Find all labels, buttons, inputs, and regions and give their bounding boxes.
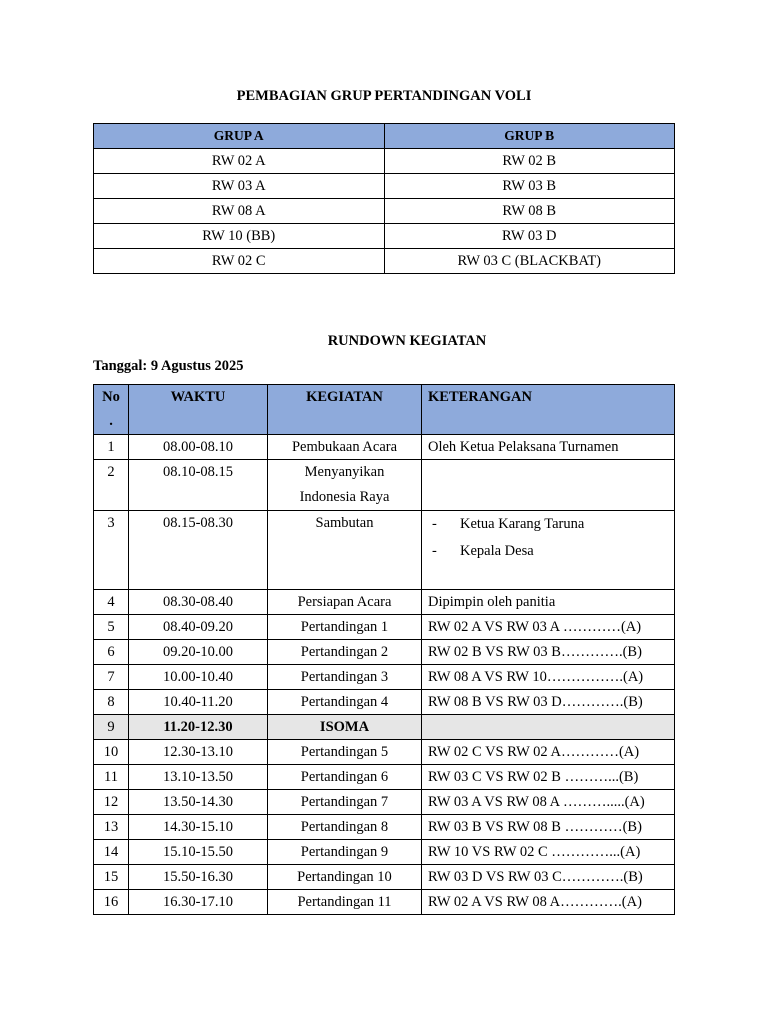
table-row (94, 249, 675, 274)
row-kegiatan: Pertandingan 7 (268, 790, 422, 815)
row-kegiatan-line-2: Indonesia Raya (299, 489, 390, 505)
table-row (94, 615, 675, 640)
row-keterangan: RW 08 B VS RW 03 D………….(B) (422, 690, 675, 715)
row-no: 3 (94, 511, 129, 590)
rundown-table (93, 384, 675, 915)
table-row (94, 224, 675, 249)
row-no: 11 (94, 765, 129, 790)
table-row (94, 460, 675, 511)
table-row (94, 174, 675, 199)
table-row (94, 890, 675, 915)
row-no: 16 (94, 890, 129, 915)
rundown-date: Tanggal: 9 Agustus 2025 (93, 358, 244, 374)
table-row (94, 590, 675, 615)
header-keterangan: KETERANGAN (422, 385, 675, 435)
table-row (94, 435, 675, 460)
row-no: 1 (94, 435, 129, 460)
table-row (94, 840, 675, 865)
table-row (94, 665, 675, 690)
table-row (94, 199, 675, 224)
row-keterangan: RW 03 B VS RW 08 B …………(B) (422, 815, 675, 840)
row-no: 13 (94, 815, 129, 840)
grup-a-cell: RW 02 C (94, 249, 385, 274)
row-waktu: 13.10-13.50 (129, 765, 268, 790)
group-table (93, 123, 675, 274)
grup-b-cell: RW 08 B (384, 199, 675, 224)
row-kegiatan (268, 460, 422, 511)
row-keterangan: RW 03 A VS RW 08 A ……….....(A) (422, 790, 675, 815)
row-waktu: 08.00-08.10 (129, 435, 268, 460)
row-kegiatan: Pertandingan 11 (268, 890, 422, 915)
row-keterangan (422, 460, 675, 511)
grup-b-cell: RW 02 B (384, 149, 675, 174)
header-kegiatan: KEGIATAN (268, 385, 422, 435)
header-waktu: WAKTU (129, 385, 268, 435)
header-no (94, 385, 129, 435)
row-waktu: 08.30-08.40 (129, 590, 268, 615)
row-kegiatan: Pertandingan 6 (268, 765, 422, 790)
bullet-dash: - (432, 516, 437, 532)
table-row (94, 815, 675, 840)
grup-a-cell: RW 02 A (94, 149, 385, 174)
row-no: 5 (94, 615, 129, 640)
grup-b-cell: RW 03 B (384, 174, 675, 199)
row-no: 7 (94, 665, 129, 690)
row-no: 9 (94, 715, 129, 740)
table-row (94, 790, 675, 815)
row-no: 14 (94, 840, 129, 865)
grup-a-cell: RW 08 A (94, 199, 385, 224)
list-item-text: Ketua Karang Taruna (460, 516, 585, 532)
row-no: 4 (94, 590, 129, 615)
row-keterangan: RW 02 C VS RW 02 A…………(A) (422, 740, 675, 765)
header-no-dot: . (109, 413, 113, 429)
row-waktu: 15.50-16.30 (129, 865, 268, 890)
row-waktu: 10.00-10.40 (129, 665, 268, 690)
row-no: 10 (94, 740, 129, 765)
row-kegiatan: Pembukaan Acara (268, 435, 422, 460)
row-waktu: 16.30-17.10 (129, 890, 268, 915)
row-kegiatan: Pertandingan 9 (268, 840, 422, 865)
table-row (94, 511, 675, 590)
row-waktu: 12.30-13.10 (129, 740, 268, 765)
table-row (94, 690, 675, 715)
row-waktu: 15.10-15.50 (129, 840, 268, 865)
table-row (94, 865, 675, 890)
header-grup-b: GRUP B (384, 124, 675, 149)
table-row (94, 740, 675, 765)
row-keterangan: RW 02 A VS RW 08 A………….(A) (422, 890, 675, 915)
row-keterangan: RW 03 C VS RW 02 B ………...(B) (422, 765, 675, 790)
row-kegiatan: Pertandingan 2 (268, 640, 422, 665)
row-waktu: 08.15-08.30 (129, 511, 268, 590)
row-no: 2 (94, 460, 129, 511)
grup-a-cell: RW 03 A (94, 174, 385, 199)
table-row-isoma (94, 715, 675, 740)
group-table-header (94, 124, 675, 149)
row-kegiatan: Pertandingan 10 (268, 865, 422, 890)
grup-a-cell: RW 10 (BB) (94, 224, 385, 249)
row-kegiatan: Pertandingan 8 (268, 815, 422, 840)
table-row (94, 765, 675, 790)
row-keterangan: RW 10 VS RW 02 C …………...(A) (422, 840, 675, 865)
bullet-dash: - (432, 543, 437, 559)
row-kegiatan: Pertandingan 5 (268, 740, 422, 765)
row-keterangan: RW 02 A VS RW 03 A …………(A) (422, 615, 675, 640)
table-row (94, 640, 675, 665)
table-row (94, 149, 675, 174)
row-waktu: 13.50-14.30 (129, 790, 268, 815)
row-kegiatan: Pertandingan 1 (268, 615, 422, 640)
row-kegiatan-line-1: Menyanyikan (304, 464, 385, 480)
row-no: 15 (94, 865, 129, 890)
list-item (428, 538, 668, 565)
row-kegiatan: Persiapan Acara (268, 590, 422, 615)
row-keterangan: Oleh Ketua Pelaksana Turnamen (422, 435, 675, 460)
row-waktu: 10.40-11.20 (129, 690, 268, 715)
list-item-text: Kepala Desa (460, 543, 534, 559)
row-keterangan: RW 08 A VS RW 10…………….(A) (422, 665, 675, 690)
row-keterangan (422, 715, 675, 740)
rundown-table-header (94, 385, 675, 435)
row-kegiatan: ISOMA (268, 715, 422, 740)
row-keterangan: RW 02 B VS RW 03 B………….(B) (422, 640, 675, 665)
header-grup-a: GRUP A (94, 124, 385, 149)
row-no: 8 (94, 690, 129, 715)
header-no-text: No (102, 389, 120, 405)
row-no: 6 (94, 640, 129, 665)
row-kegiatan: Sambutan (268, 511, 422, 590)
row-kegiatan: Pertandingan 3 (268, 665, 422, 690)
row-kegiatan: Pertandingan 4 (268, 690, 422, 715)
list-item (428, 511, 668, 538)
row-keterangan: RW 03 D VS RW 03 C………….(B) (422, 865, 675, 890)
grup-b-cell: RW 03 D (384, 224, 675, 249)
row-waktu: 11.20-12.30 (129, 715, 268, 740)
grup-b-cell: RW 03 C (BLACKBAT) (384, 249, 675, 274)
rundown-title: RUNDOWN KEGIATAN (327, 333, 487, 349)
row-keterangan (422, 511, 675, 590)
row-no: 12 (94, 790, 129, 815)
row-waktu: 14.30-15.10 (129, 815, 268, 840)
row-keterangan: Dipimpin oleh panitia (422, 590, 675, 615)
row-waktu: 09.20-10.00 (129, 640, 268, 665)
row-waktu: 08.40-09.20 (129, 615, 268, 640)
row-waktu: 08.10-08.15 (129, 460, 268, 511)
group-title: PEMBAGIAN GRUP PERTANDINGAN VOLI (236, 88, 532, 104)
